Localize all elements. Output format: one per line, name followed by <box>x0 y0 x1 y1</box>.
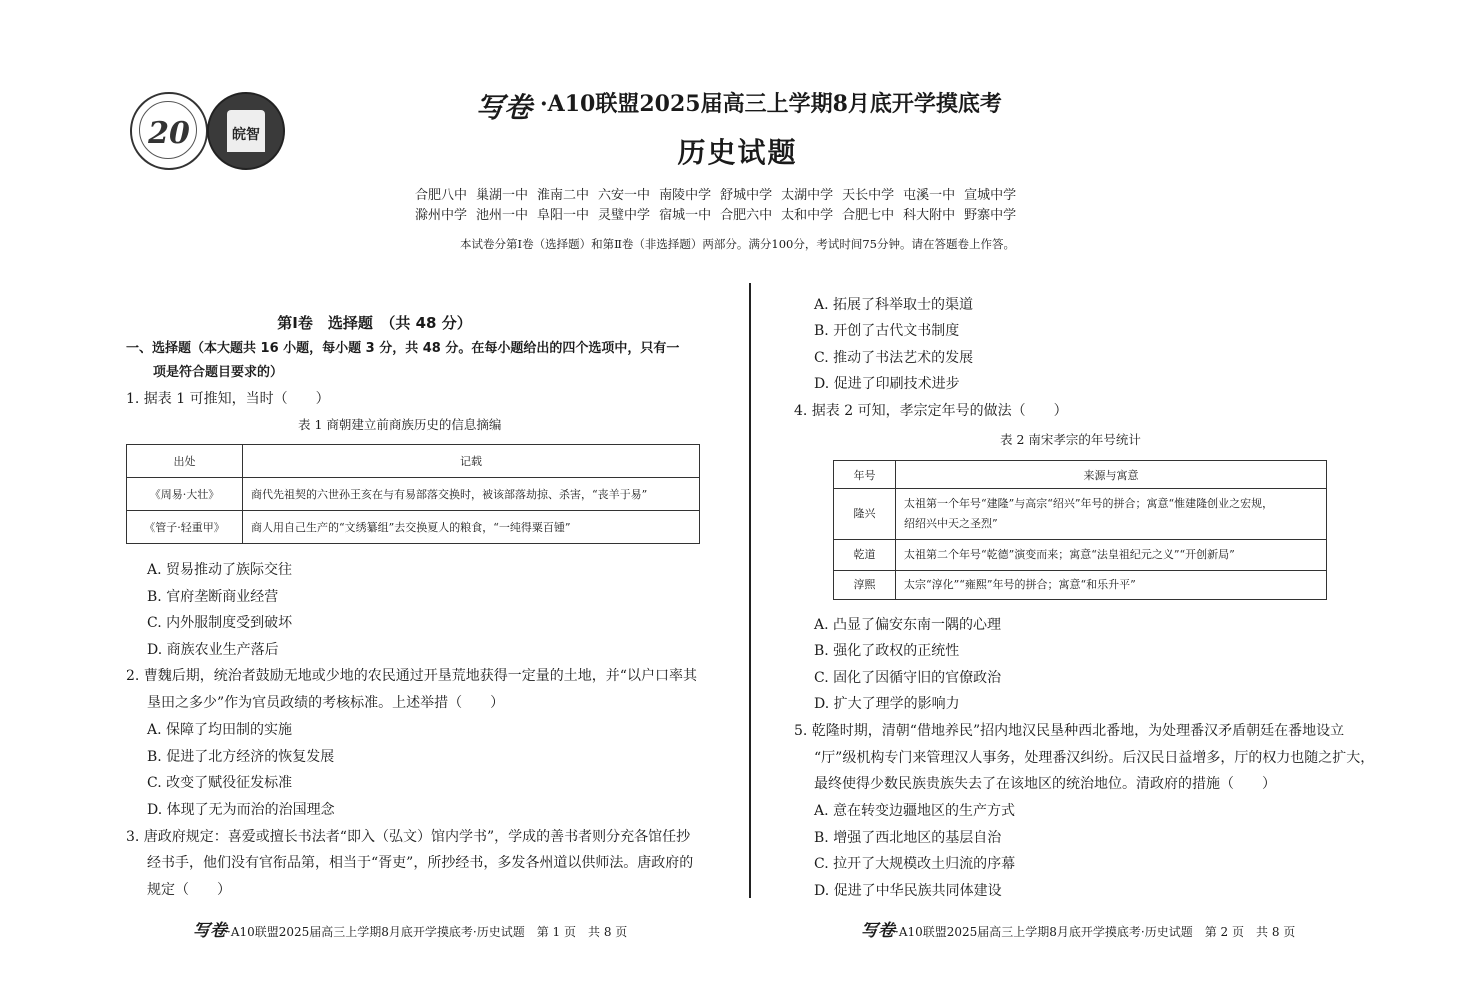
table-cell: 商人用自己生产的“文绣纂组”去交换夏人的粮食，“一纯得粟百锺” <box>243 511 700 544</box>
table-cell: 太祖第二个年号“乾德”演变而来；寓意“法皇祖纪元之义”“开创新局” <box>896 540 1327 571</box>
footer-text: ·A10联盟2025届高三上学期8月底开学摸底考·历史试题 第 1 页 共 8 页 <box>227 925 628 939</box>
q3-stem: 3. 唐政府规定：喜爱或擅长书法者“即入（弘文）馆内学书”，学成的善书者则分充各馆任抄 <box>126 829 691 845</box>
q2-option-c: C. 改变了赋役征发标准 <box>147 775 293 791</box>
table1-caption: 表 1 商朝建立前商族历史的信息摘编 <box>298 417 502 432</box>
school: 野寨中学 <box>964 208 1017 223</box>
q5-stem: 5. 乾隆时期，清朝“借地养民”招内地汉民垦种西北番地，为处理番汉矛盾朝廷在番地设立 <box>794 723 1345 739</box>
table2-caption: 表 2 南宋孝宗的年号统计 <box>1000 432 1141 447</box>
q5-stem-cont2: 最终使得少数民族贵族失去了在该地区的统治地位。清政府的措施（ ） <box>814 776 1276 792</box>
cell-line: 绍绍兴中天之圣烈” <box>904 517 998 530</box>
q5-option-d: D. 促进了中华民族共同体建设 <box>814 883 1002 899</box>
q4-option-d: D. 扩大了理学的影响力 <box>814 696 960 712</box>
q1-option-d: D. 商族农业生产落后 <box>147 642 279 658</box>
school: 阜阳一中 <box>537 208 590 223</box>
q5-option-a: A. 意在转变边疆地区的生产方式 <box>814 803 1016 819</box>
school: 合肥六中 <box>720 208 773 223</box>
school: 科大附中 <box>903 208 956 223</box>
q3-option-d: D. 促进了印刷技术进步 <box>814 376 960 392</box>
table-2 <box>833 460 1327 600</box>
table-cell: 隆兴 <box>834 489 896 540</box>
q4-option-b: B. 强化了政权的正统性 <box>814 643 960 659</box>
q2-option-a: A. 保障了均田制的实施 <box>147 722 293 738</box>
section-title: 第Ⅰ卷 选择题 （共 48 分） <box>277 314 472 332</box>
logo1-number: 20 <box>148 116 190 151</box>
table-header-row <box>834 461 1327 489</box>
table-row <box>834 571 1327 600</box>
table-header: 来源与寓意 <box>896 461 1327 489</box>
q4-stem: 4. 据表 2 可知，孝宗定年号的做法（ ） <box>794 403 1068 419</box>
table-row <box>127 511 700 544</box>
school: 宿城一中 <box>659 208 712 223</box>
school: 淮南二中 <box>537 188 590 203</box>
q1-option-b: B. 官府垄断商业经营 <box>147 589 279 605</box>
school: 灵璧中学 <box>598 208 651 223</box>
school: 太和中学 <box>781 208 834 223</box>
q5-option-b: B. 增强了西北地区的基层自治 <box>814 830 1002 846</box>
school: 天长中学 <box>842 188 895 203</box>
section-instruction-cont: 项是符合题目要求的） <box>153 365 284 380</box>
q1-option-a: A. 贸易推动了族际交往 <box>147 562 293 578</box>
q3-stem-cont2: 规定（ ） <box>147 882 231 898</box>
table-cell: 乾道 <box>834 540 896 571</box>
q5-option-c: C. 拉开了大规模改土归流的序幕 <box>814 856 1016 872</box>
table-1 <box>126 444 700 544</box>
brand-mark: 写卷 <box>476 91 533 124</box>
table-cell: 淳熙 <box>834 571 896 600</box>
table-cell: 《管子·轻重甲》 <box>127 511 243 544</box>
school: 合肥八中 <box>415 188 468 203</box>
q3-option-c: C. 推动了书法艺术的发展 <box>814 350 974 366</box>
school: 合肥七中 <box>842 208 895 223</box>
q1-stem: 1. 据表 1 可推知，当时（ ） <box>126 391 330 407</box>
q3-option-b: B. 开创了古代文书制度 <box>814 323 960 339</box>
table-row <box>834 540 1327 571</box>
exam-title: ·A10联盟2025届高三上学期8月底开学摸底考 <box>540 91 1002 117</box>
q2-option-b: B. 促进了北方经济的恢复发展 <box>147 749 335 765</box>
q2-stem-cont: 垦田之多少”作为官员政绩的考核标准。上述举措（ ） <box>147 695 505 711</box>
table-cell: 太宗“淳化”“雍熙”年号的拼合；寓意“和乐升平” <box>896 571 1327 600</box>
school: 太湖中学 <box>781 188 834 203</box>
school: 宣城中学 <box>964 188 1017 203</box>
school: 南陵中学 <box>659 188 712 203</box>
cell-line: 太祖第一个年号“建隆”与高宗“绍兴”年号的拼合；寓意“惟建隆创业之宏规， <box>904 497 1274 510</box>
school: 舒城中学 <box>720 188 773 203</box>
table-cell: 《周易·大壮》 <box>127 478 243 511</box>
column-divider <box>749 283 751 898</box>
school: 屯溪一中 <box>903 188 956 203</box>
table-header-row <box>127 445 700 478</box>
footer-mark: 写卷 <box>193 921 227 941</box>
school: 池州一中 <box>476 208 529 223</box>
footer-mark: 写卷 <box>861 921 895 941</box>
schools-row-1 <box>415 184 1025 203</box>
footer-right <box>861 916 1295 941</box>
schools-row-2 <box>415 204 1025 223</box>
school: 巢湖一中 <box>476 188 529 203</box>
school: 滁州中学 <box>415 208 468 223</box>
table-cell <box>896 489 1327 540</box>
table-row <box>834 489 1327 540</box>
table-header: 年号 <box>834 461 896 489</box>
table-header: 出处 <box>127 445 243 478</box>
footer-left <box>193 916 627 941</box>
q2-stem: 2. 曹魏后期，统治者鼓励无地或少地的农民通过开垦荒地获得一定量的土地，并“以户口率其 <box>126 668 697 684</box>
q4-option-c: C. 固化了因循守旧的官僚政治 <box>814 670 1002 686</box>
table-header: 记载 <box>243 445 700 478</box>
school: 六安一中 <box>598 188 651 203</box>
q3-stem-cont: 经书手，他们没有官衔品第，相当于“胥吏”，所抄经书，多发各州道以供师法。唐政府的 <box>147 855 694 871</box>
table-cell: 商代先祖契的六世孙王亥在与有易部落交换时，被该部落劫掠、杀害，“丧羊于易” <box>243 478 700 511</box>
logo2-text: 皖智 <box>232 127 260 143</box>
q5-stem-cont: “厅”级机构专门来管理汉人事务，处理番汉纠纷。后汉民日益增多，厅的权力也随之扩大， <box>814 750 1375 766</box>
q1-option-c: C. 内外服制度受到破坏 <box>147 615 293 631</box>
exam-note: 本试卷分第Ⅰ卷（选择题）和第Ⅱ卷（非选择题）两部分。满分100分，考试时间75分钟。请在答题卷上作答。 <box>460 237 1015 251</box>
q2-option-d: D. 体现了无为而治的治国理念 <box>147 802 335 818</box>
table-row <box>127 478 700 511</box>
q4-option-a: A. 凸显了偏安东南一隅的心理 <box>814 617 1002 633</box>
section-instruction: 一、选择题（本大题共 16 小题，每小题 3 分，共 48 分。在每小题给出的四个选项中，只有一 <box>126 341 680 356</box>
q3-option-a: A. 拓展了科举取士的渠道 <box>814 297 974 313</box>
exam-subtitle: 历史试题 <box>677 136 798 169</box>
footer-text: ·A10联盟2025届高三上学期8月底开学摸底考·历史试题 第 2 页 共 8 页 <box>895 925 1296 939</box>
